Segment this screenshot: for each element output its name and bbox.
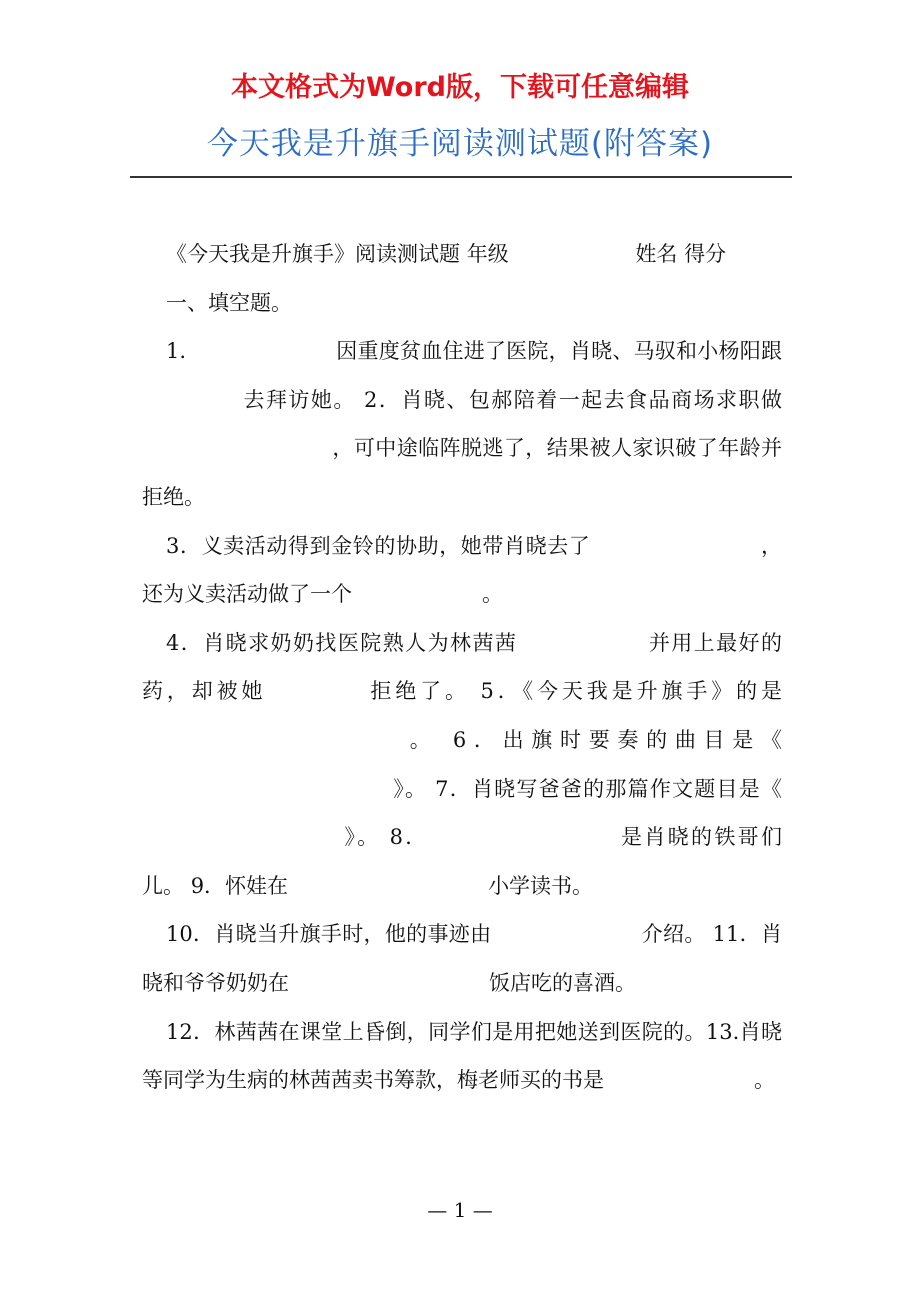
- q1-number: 1.: [166, 339, 187, 364]
- name-label: 姓名: [635, 242, 678, 266]
- q1-text-a: 因重度贫血住进了医院，肖晓、马驭和小杨阳跟: [336, 339, 782, 364]
- q11-text-a: 肖晓和爷爷奶奶在: [142, 922, 782, 995]
- section-heading: 一、填空题。: [166, 290, 292, 315]
- q5-number: 5．: [480, 679, 523, 704]
- q9-number: 9．: [190, 873, 226, 898]
- question-block-10: [142, 910, 782, 1007]
- q12-number: 12．: [166, 1019, 215, 1044]
- q4-text-c: 拒绝了。: [366, 679, 470, 704]
- score-label: 得分: [684, 242, 727, 266]
- q13-text-b: 。: [754, 1068, 775, 1093]
- q8-text: 是肖晓的铁哥们儿。: [142, 825, 782, 898]
- q10-text-b: 介绍。: [641, 922, 706, 947]
- q8-number: 8．: [389, 825, 429, 850]
- q7-number: 7．: [435, 776, 472, 801]
- q11-number: 11．: [712, 922, 761, 947]
- q6-text-a: 出旗时要奏的曲目是《: [502, 727, 782, 752]
- q7-text-a: 肖晓写爸爸的那篇作文题目是《: [471, 776, 782, 801]
- q9-text-b: 小学读书。: [488, 873, 594, 898]
- q10-number: 10．: [166, 922, 215, 947]
- question-block-1: [142, 327, 782, 521]
- q3-text-b: ，还为义卖活动做了一个: [142, 533, 783, 607]
- question-block-3: [142, 522, 782, 619]
- q4-text-b: 并用上最好的药，却被她: [142, 630, 782, 704]
- q9-text-a: 怀娃在: [225, 873, 289, 898]
- title-divider: [130, 176, 792, 178]
- q6-text-b: 》。: [392, 776, 428, 801]
- question-block-12: [142, 1008, 782, 1105]
- q4-text-a: 肖晓求奶奶找医院熟人为林茜茜: [203, 630, 518, 655]
- q2-number: 2．: [364, 387, 402, 412]
- q2-text-a: 肖晓、包郝陪着一起去食品商场求职做: [401, 387, 782, 412]
- q11-text-b: 饭店吃的喜酒。: [489, 970, 636, 995]
- grade-label: 年级: [466, 242, 509, 266]
- document-body: [142, 230, 782, 1105]
- q7-text-b: 》。: [342, 825, 381, 850]
- question-block-4: [142, 619, 782, 911]
- intro-title: 《今天我是升旗手》阅读测试题: [166, 242, 460, 266]
- download-banner: 本文格式为Word版，下载可任意编辑: [230, 72, 689, 103]
- intro-line: [142, 230, 782, 279]
- q5-text-b: 。: [402, 727, 439, 752]
- q10-text-a: 肖晓当升旗手时，他的事迹由: [214, 922, 492, 947]
- q2-text-b: ，可中途临阵脱逃了，结果被人家识破了年龄并拒绝。: [142, 436, 782, 509]
- q13-text-a: 肖晓等同学为生病的林茜茜卖书筹款，梅老师买的书是: [142, 1019, 782, 1093]
- page-number: — 1 —: [427, 1198, 493, 1222]
- q5-text-a: 《今天我是升旗手》的是: [522, 679, 783, 704]
- q6-number: 6．: [452, 727, 503, 752]
- q3-number: 3．: [166, 533, 202, 558]
- q3-text-c: 。: [482, 582, 503, 607]
- q3-text-a: 义卖活动得到金铃的协助，她带肖晓去了: [201, 533, 591, 558]
- q13-number: 13.: [705, 1019, 740, 1044]
- document-title: 今天我是升旗手阅读测试题(附答案): [206, 126, 714, 162]
- q1-text-b: 去拜访她。: [242, 387, 356, 412]
- q4-number: 4．: [166, 630, 204, 655]
- q12-text: 林茜茜在课堂上昏倒，同学们是用把她送到医院的。: [214, 1019, 706, 1044]
